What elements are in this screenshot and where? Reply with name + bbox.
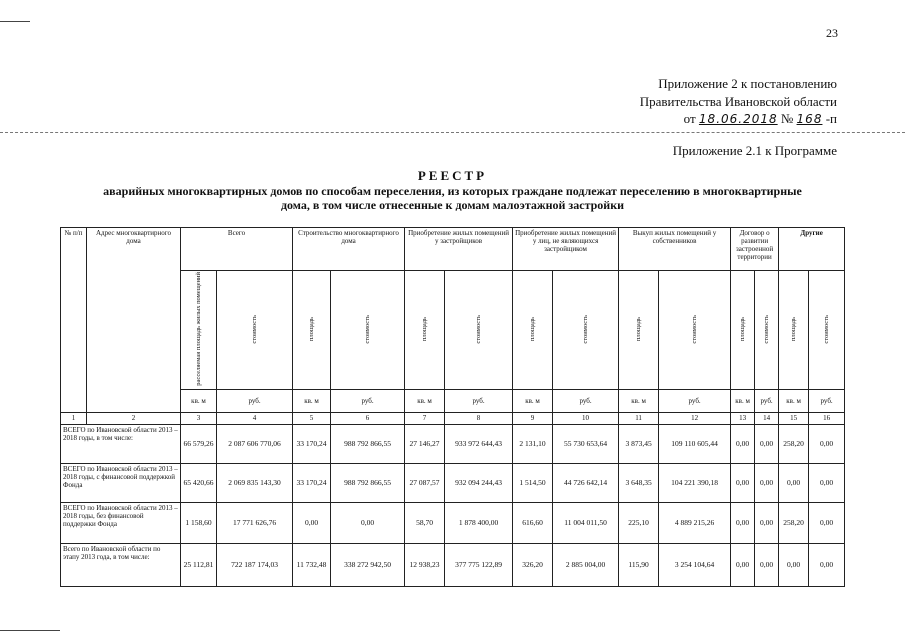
- annex-number: 168: [796, 112, 823, 126]
- unit-rub: руб.: [659, 389, 731, 412]
- cell-value: 258,20: [779, 424, 809, 463]
- cell-value: 0,00: [809, 424, 845, 463]
- column-number: 4: [217, 412, 293, 424]
- subheader-cost: стоимость: [659, 271, 731, 390]
- annex-line-3: [684, 111, 837, 127]
- unit-rub: руб.: [217, 389, 293, 412]
- annex-date: 18.06.2018: [698, 112, 778, 126]
- cell-value: 44 726 642,14: [553, 463, 619, 502]
- cell-value: 0,00: [779, 463, 809, 502]
- unit-rub: руб.: [331, 389, 405, 412]
- header-construction: Строительство многоквартирного дома: [293, 228, 405, 271]
- cell-value: 65 420,66: [181, 463, 217, 502]
- unit-sqm: кв. м: [181, 389, 217, 412]
- cell-value: 17 771 626,76: [217, 502, 293, 543]
- cell-value: 55 730 653,64: [553, 424, 619, 463]
- cell-value: 2 069 835 143,30: [217, 463, 293, 502]
- cell-value: 377 775 122,89: [445, 543, 513, 586]
- cell-value: 0,00: [731, 543, 755, 586]
- registry-table: [60, 227, 845, 587]
- cell-value: 2 131,10: [513, 424, 553, 463]
- cell-value: 338 272 942,50: [331, 543, 405, 586]
- column-number: 16: [809, 412, 845, 424]
- document-subtitle: аварийных многоквартирных домов по способам переселения, из которых граждане подлежат переселению в многоквартирные дома, в том числе отнесенные к домам малоэтажной застройки: [103, 184, 802, 212]
- bottom-left-rule: [0, 630, 60, 631]
- cell-value: 0,00: [293, 502, 331, 543]
- row-label: ВСЕГО по Ивановской области 2013 – 2018 годы, в том числе:: [61, 424, 181, 463]
- page-number: 23: [826, 26, 838, 40]
- subheader-cost: стоимость: [809, 271, 845, 390]
- cell-value: 0,00: [809, 463, 845, 502]
- cell-value: 0,00: [731, 424, 755, 463]
- cell-value: 0,00: [809, 543, 845, 586]
- cell-value: 0,00: [731, 502, 755, 543]
- cell-value: 2 087 606 770,06: [217, 424, 293, 463]
- header-buyout: Выкуп жилых помещений у собственников: [619, 228, 731, 271]
- header-total: Всего: [181, 228, 293, 271]
- column-number: 8: [445, 412, 513, 424]
- table-row: [61, 424, 845, 463]
- subheader-area: площадь: [619, 271, 659, 390]
- row-label: ВСЕГО по Ивановской области 2013 – 2018 годы, без финансовой поддержки Фонда: [61, 502, 181, 543]
- subheader-area: площадь: [405, 271, 445, 390]
- cell-value: 33 170,24: [293, 463, 331, 502]
- cell-value: 0,00: [779, 543, 809, 586]
- cell-value: 58,70: [405, 502, 445, 543]
- cell-value: 0,00: [755, 543, 779, 586]
- column-number: 14: [755, 412, 779, 424]
- cell-value: 27 146,27: [405, 424, 445, 463]
- cell-value: 27 087,57: [405, 463, 445, 502]
- cell-value: 1 514,50: [513, 463, 553, 502]
- cell-value: 933 972 644,43: [445, 424, 513, 463]
- cell-value: 616,60: [513, 502, 553, 543]
- subheader-cost: стоимость: [217, 271, 293, 390]
- annex-number-label: №: [780, 111, 794, 126]
- cell-value: 2 885 004,00: [553, 543, 619, 586]
- table-row: [61, 463, 845, 502]
- unit-rub: руб.: [553, 389, 619, 412]
- cell-value: 3 254 104,64: [659, 543, 731, 586]
- header-row: [61, 228, 845, 271]
- column-number: 6: [331, 412, 405, 424]
- annex-line-1: Приложение 2 к постановлению: [658, 76, 837, 91]
- dashed-rule: [0, 132, 905, 133]
- annex-program: Приложение 2.1 к Программе: [672, 143, 837, 158]
- column-number: 7: [405, 412, 445, 424]
- unit-rub: руб.: [445, 389, 513, 412]
- subheader-area: площадь: [513, 271, 553, 390]
- row-label: ВСЕГО по Ивановской области 2013 – 2018 годы, с финансовой поддержкой Фонда: [61, 463, 181, 502]
- column-number: 15: [779, 412, 809, 424]
- unit-sqm: кв. м: [779, 389, 809, 412]
- subheader-cost: стоимость: [755, 271, 779, 390]
- annex-line-2: Правительства Ивановской области: [639, 94, 837, 109]
- cell-value: 0,00: [755, 424, 779, 463]
- column-number: 5: [293, 412, 331, 424]
- cell-value: 258,20: [779, 502, 809, 543]
- column-number-row: [61, 412, 845, 424]
- unit-sqm: кв. м: [513, 389, 553, 412]
- cell-value: 11 732,48: [293, 543, 331, 586]
- cell-value: 1 158,60: [181, 502, 217, 543]
- column-number: 10: [553, 412, 619, 424]
- cell-value: 12 938,23: [405, 543, 445, 586]
- cell-value: 0,00: [731, 463, 755, 502]
- cell-value: 1 878 400,00: [445, 502, 513, 543]
- header-address: Адрес многоквартирного дома: [87, 228, 181, 413]
- column-number: 12: [659, 412, 731, 424]
- cell-value: 722 187 174,03: [217, 543, 293, 586]
- header-development-contract: Договор о развитии застроенной территории: [731, 228, 779, 271]
- cell-value: 115,90: [619, 543, 659, 586]
- unit-rub: руб.: [809, 389, 845, 412]
- cell-value: 988 792 866,55: [331, 424, 405, 463]
- unit-sqm: кв. м: [619, 389, 659, 412]
- header-from-non-developers: Приобретение жилых помещений у лиц, не являющихся застройщиком: [513, 228, 619, 271]
- cell-value: 4 889 215,26: [659, 502, 731, 543]
- cell-value: 3 873,45: [619, 424, 659, 463]
- cell-value: 66 579,26: [181, 424, 217, 463]
- cell-value: 0,00: [331, 502, 405, 543]
- unit-rub: руб.: [755, 389, 779, 412]
- annex-suffix: -п: [825, 111, 837, 126]
- top-left-rule: [0, 21, 30, 22]
- table-row: [61, 543, 845, 586]
- column-number: 3: [181, 412, 217, 424]
- column-number: 11: [619, 412, 659, 424]
- subheader-cost: стоимость: [553, 271, 619, 390]
- column-number: 13: [731, 412, 755, 424]
- table-row: [61, 502, 845, 543]
- header-num: № п/п: [61, 228, 87, 413]
- cell-value: 104 221 390,18: [659, 463, 731, 502]
- cell-value: 33 170,24: [293, 424, 331, 463]
- cell-value: 932 094 244,43: [445, 463, 513, 502]
- subheader-area: площадь: [779, 271, 809, 390]
- cell-value: 25 112,81: [181, 543, 217, 586]
- cell-value: 0,00: [755, 463, 779, 502]
- cell-value: 109 110 605,44: [659, 424, 731, 463]
- document-title: РЕЕСТР: [417, 168, 488, 183]
- header-other: Другие: [779, 228, 845, 271]
- cell-value: 988 792 866,55: [331, 463, 405, 502]
- cell-value: 11 004 011,50: [553, 502, 619, 543]
- column-number: 1: [61, 412, 87, 424]
- column-number: 9: [513, 412, 553, 424]
- unit-sqm: кв. м: [293, 389, 331, 412]
- subheader-cost: стоимость: [445, 271, 513, 390]
- subheader-resettled-area: расселяемая площадь жилых помещений: [181, 271, 217, 390]
- column-number: 2: [87, 412, 181, 424]
- annex-from-label: от: [683, 111, 696, 126]
- cell-value: 3 648,35: [619, 463, 659, 502]
- row-label: Всего по Ивановской области по этапу 2013 года, в том числе:: [61, 543, 181, 586]
- subheader-area: площадь: [731, 271, 755, 390]
- header-from-developers: Приобретение жилых помещений у застройщиков: [405, 228, 513, 271]
- cell-value: 326,20: [513, 543, 553, 586]
- unit-sqm-split: кв. м: [731, 389, 755, 412]
- cell-value: 0,00: [809, 502, 845, 543]
- cell-value: 225,10: [619, 502, 659, 543]
- unit-sqm: кв. м: [405, 389, 445, 412]
- subheader-cost: стоимость: [331, 271, 405, 390]
- subheader-area: площадь: [293, 271, 331, 390]
- cell-value: 0,00: [755, 502, 779, 543]
